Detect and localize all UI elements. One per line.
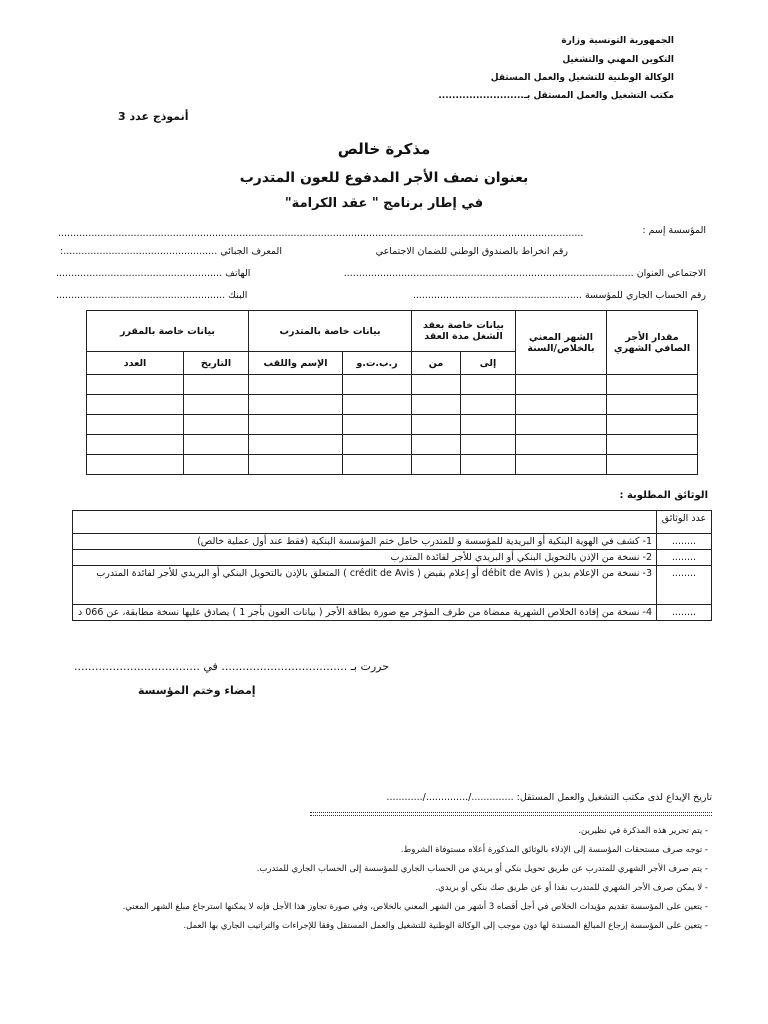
col-trainee: بيانات خاصة بالمتدرب [249, 311, 412, 352]
documents-count-header: عدد الوثائق [657, 511, 712, 534]
bank-account-label: رقم الحساب الجاري للمؤسسة [584, 290, 706, 301]
tax-id-row [60, 246, 282, 257]
document-row [73, 550, 712, 566]
header-ministry: الجمهورية التونسية وزارة [561, 36, 674, 46]
page-subtitle: بعنوان نصف الأجر المدفوع للعون المتدرب [239, 170, 529, 186]
col-month: الشهر المعني بالخلاص/السنة [516, 311, 607, 375]
bank-row [56, 290, 247, 301]
deposit-date-field[interactable]: ............../............../............ [386, 792, 514, 803]
note-item: - توجه صرف مستحقات المؤسسة إلى الإدلاء بالوثائق المذكورة أعلاه مستوفاة الشروط. [400, 845, 708, 855]
document-row [73, 534, 712, 550]
col-date: التاريخ [184, 352, 249, 375]
bank-account-row [413, 290, 706, 301]
col-name: الإسم واللقب [249, 352, 343, 375]
tax-id-label: المعرف الجبائي [220, 246, 282, 257]
document-text: 2- نسخة من الإذن بالتحويل البنكي أو البريدي للأجر لفائدة المتدرب [73, 550, 657, 566]
institution-name-label: المؤسسة إسم : [642, 225, 706, 236]
document-row [73, 605, 712, 621]
model-label: أنموذج عدد 3 [118, 110, 189, 123]
table-row [87, 395, 698, 415]
document-text: 4- نسخة من إفادة الخلاص الشهرية ممضاة من طرف المؤجر مع صورة بطاقة الأجر ( بيانات العون بأجر 1 ) يصادق عليها نسخة مطابقة، عن 066 د [73, 605, 657, 621]
note-item: - يتعين على المؤسسة إرجاع المبالغ المسندة لها دون موجب إلى الوكالة الوطنية للتشغيل والعمل المستقل وفقا للإجراءات والتراتيب الجاري بها العمل. [183, 921, 708, 931]
signature-label: إمضاء وختم المؤسسة [138, 684, 256, 697]
issued-line [74, 660, 389, 673]
issued-at-label: حررت بـ [350, 660, 390, 673]
bank-account-field[interactable]: ........................................................ [412, 290, 582, 301]
header-office-label: مكتب التشغيل والعمل المستقل بـ [523, 91, 674, 101]
bank-label: البنك [228, 290, 248, 301]
payroll-table [86, 310, 698, 475]
separator [310, 815, 712, 816]
document-count[interactable]: ........ [657, 534, 712, 550]
note-item: - يتم صرف الأجر الشهري للمتدرب عن طريق تحويل بنكي أو بريدي من الحساب الجاري للمؤسسة إلى الحساب الجاري للمتدرب. [256, 864, 708, 874]
col-from: من [412, 352, 461, 375]
col-header-data: بيانات خاصة بالمقرر [87, 311, 249, 352]
issued-on-field[interactable]: .................................... [74, 660, 200, 673]
header-training: التكوين المهني والتشغيل [562, 55, 674, 65]
table-row [87, 375, 698, 395]
table-row [87, 455, 698, 475]
page-title: مذكرة خالص [337, 140, 431, 158]
address-field[interactable]: ................................................................................................ [343, 268, 634, 279]
address-row [344, 268, 706, 279]
document-text: 3- نسخة من الإعلام بدين ( débit de Avis أو إعلام بقبض ( crédit de Avis ) المتعلق بالإذن بالتحويل البنكي أو البريدي للأجر لفائدة المتدرب [73, 566, 657, 605]
col-number: العدد [87, 352, 184, 375]
documents-table [72, 510, 712, 621]
document-text: 1- كشف في الهوية البنكية أو البريدية للمؤسسة و للمتدرب حامل ختم المؤسسة البنكية (فقط عند أول عملية خالص) [73, 534, 657, 550]
document-count[interactable]: ........ [657, 605, 712, 621]
institution-name-field[interactable]: .............................................................................................................................................................................. [58, 228, 584, 239]
tax-id-field[interactable]: ...................................................: [60, 246, 218, 257]
deposit-label: تاريخ الإيداع لدى مكتب التشغيل والعمل المستقل: [516, 792, 712, 803]
table-row [87, 435, 698, 455]
document-count[interactable]: ........ [657, 550, 712, 566]
program-name: في إطار برنامج " عقد الكرامة" [284, 196, 484, 211]
issued-at-field[interactable]: .................................... [221, 660, 348, 673]
document-row [73, 566, 712, 605]
col-salary: مقدار الأجر الصافي الشهري [607, 311, 698, 375]
cnss-number-label: رقم انخراط بالصندوق الوطني للضمان الاجتماعي [375, 246, 568, 257]
col-to: إلى [461, 352, 516, 375]
deposit-row [386, 792, 712, 803]
document-count[interactable]: ........ [657, 566, 712, 605]
issued-on-label: في [203, 660, 218, 673]
header-agency: الوكالة الوطنية للتشغيل والعمل المستقل [490, 73, 674, 83]
col-id: ر.ب.ت.و [343, 352, 412, 375]
bank-field[interactable]: ........................................................ [56, 290, 226, 301]
note-item: - لا يمكن صرف الأجر الشهري للمتدرب نقدا أو عن طريق صك بنكي أو بريدي. [435, 883, 708, 893]
phone-label: الهاتف [225, 268, 251, 279]
col-contract: بيانات خاصة بعقد الشغل مدة العقد [412, 311, 516, 352]
header-office [438, 91, 674, 101]
note-item: - يتعين على المؤسسة تقديم مؤيدات الخلاص في أجل أقصاه 3 أشهر من الشهر المعني بالخلاص، وفي صورة تجاوز هذا الأجل فإنه لا يمكنها استرجاع مبلغ الشهر المعني. [122, 902, 708, 912]
header-office-fill: ......................... [438, 91, 524, 101]
table-row [87, 415, 698, 435]
phone-row [56, 268, 250, 279]
phone-field[interactable]: ....................................................... [56, 268, 223, 279]
separator [310, 812, 712, 813]
address-label: الاجتماعي العنوان [636, 268, 706, 279]
documents-label: الوثائق المطلوبة : [619, 490, 708, 501]
note-item: - يتم تحرير هذه المذكرة في نظيرين. [578, 826, 708, 836]
